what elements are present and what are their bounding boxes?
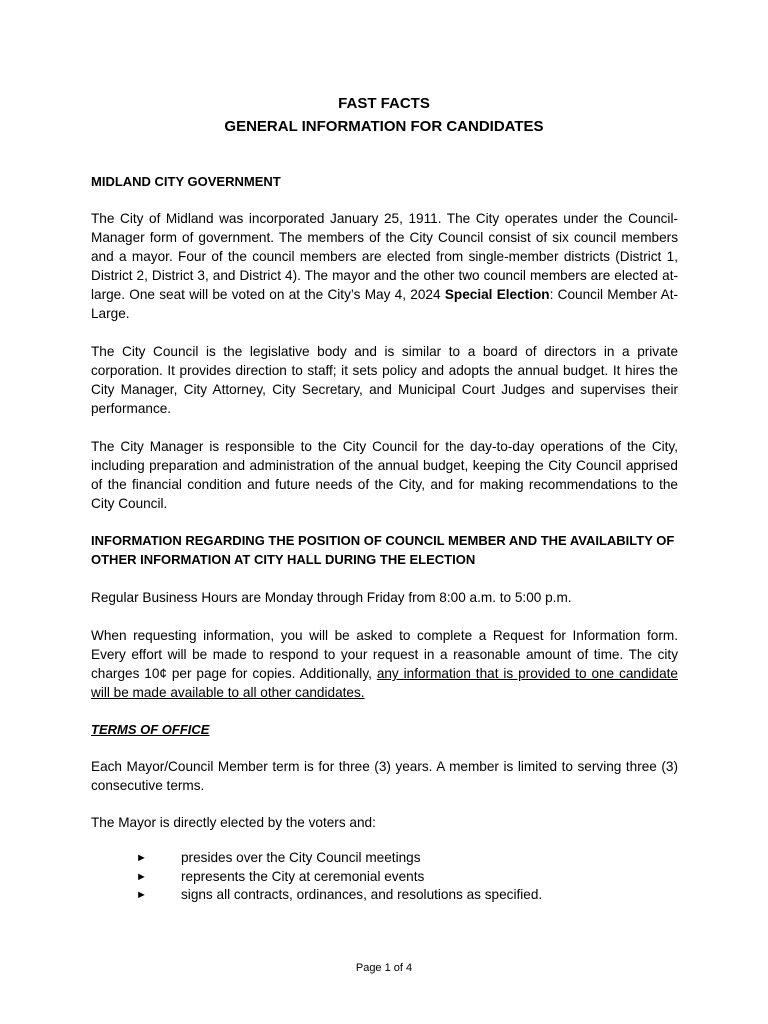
- special-election-label: Special Election: [444, 287, 550, 302]
- page-number: Page 1 of 4: [355, 962, 413, 974]
- terms-of-office-heading: TERMS OF OFFICE: [91, 722, 210, 737]
- paragraph-business-hours: Regular Business Hours are Monday through Friday from 8:00 a.m. to 5:00 p.m.: [91, 590, 572, 605]
- arrow-bullet-icon: ►: [136, 889, 147, 901]
- paragraph-city-council: The City Council is the legislative body and is similar to a board of directors in a private corporation. It provides direction to staff; it sets policy and adopts the annual budget. It hires the City Manager, City Attorney, City Secretary, and Municipal Court Judges and supervises their performance.: [91, 344, 678, 416]
- paragraph-incorporation: [91, 209, 678, 323]
- section-heading-information: INFORMATION REGARDING THE POSITION OF COUNCIL MEMBER AND THE AVAILABILTY OF OTHER INFORMATION AT CITY HALL DURING THE ELECTION: [91, 533, 675, 567]
- list-item: [136, 868, 696, 887]
- section-heading-government: MIDLAND CITY GOVERNMENT: [91, 174, 281, 189]
- section-heading-terms: [91, 720, 681, 739]
- paragraph-request-underlined: any information that is provided to one candidate will be made available to all other candidates.: [91, 666, 678, 700]
- arrow-bullet-icon: ►: [136, 852, 147, 864]
- paragraph-mayor-intro: The Mayor is directly elected by the voters and:: [91, 815, 376, 830]
- paragraph-request-text: When requesting information, you will be asked to complete a Request for Information form. Every effort will be made to respond to your request in a reasonable amount of time. The city charges 10¢ per page for copies. Additionally,: [91, 628, 678, 681]
- paragraph-incorporation-end: : Council Member At-Large.: [91, 287, 679, 321]
- document-subtitle: GENERAL INFORMATION FOR CANDIDATES: [224, 118, 544, 135]
- list-item-text: represents the City at ceremonial events: [181, 868, 425, 884]
- mayor-duties-list: [136, 849, 696, 905]
- document-title: FAST FACTS: [338, 95, 430, 112]
- paragraph-incorporation-text: The City of Midland was incorporated January 25, 1911. The City operates under the Council-Manager form of government. The members of the City Council consist of six council members and a mayor. Four of the council members are elected from single-member districts (District 1, District 2, District 3, and District 4). The mayor and the other two council members are elected at-large. One seat will be voted on at the City’s May 4, 2024: [91, 211, 678, 302]
- list-item-text: presides over the City Council meetings: [181, 850, 421, 865]
- paragraph-request-information: [91, 626, 678, 702]
- paragraph-term-length: Each Mayor/Council Member term is for three (3) years. A member is limited to serving three (3) consecutive terms.: [91, 759, 678, 793]
- list-item-text: signs all contracts, ordinances, and resolutions as specified.: [181, 887, 543, 902]
- list-item: [136, 849, 696, 868]
- list-item: [136, 886, 696, 905]
- paragraph-city-manager: The City Manager is responsible to the City Council for the day-to-day operations of the City, including preparation and administration of the annual budget, keeping the City Council apprised of the financial condition and future needs of the City, and for making recommendations to the City Council.: [91, 439, 678, 511]
- arrow-bullet-icon: ►: [136, 870, 147, 883]
